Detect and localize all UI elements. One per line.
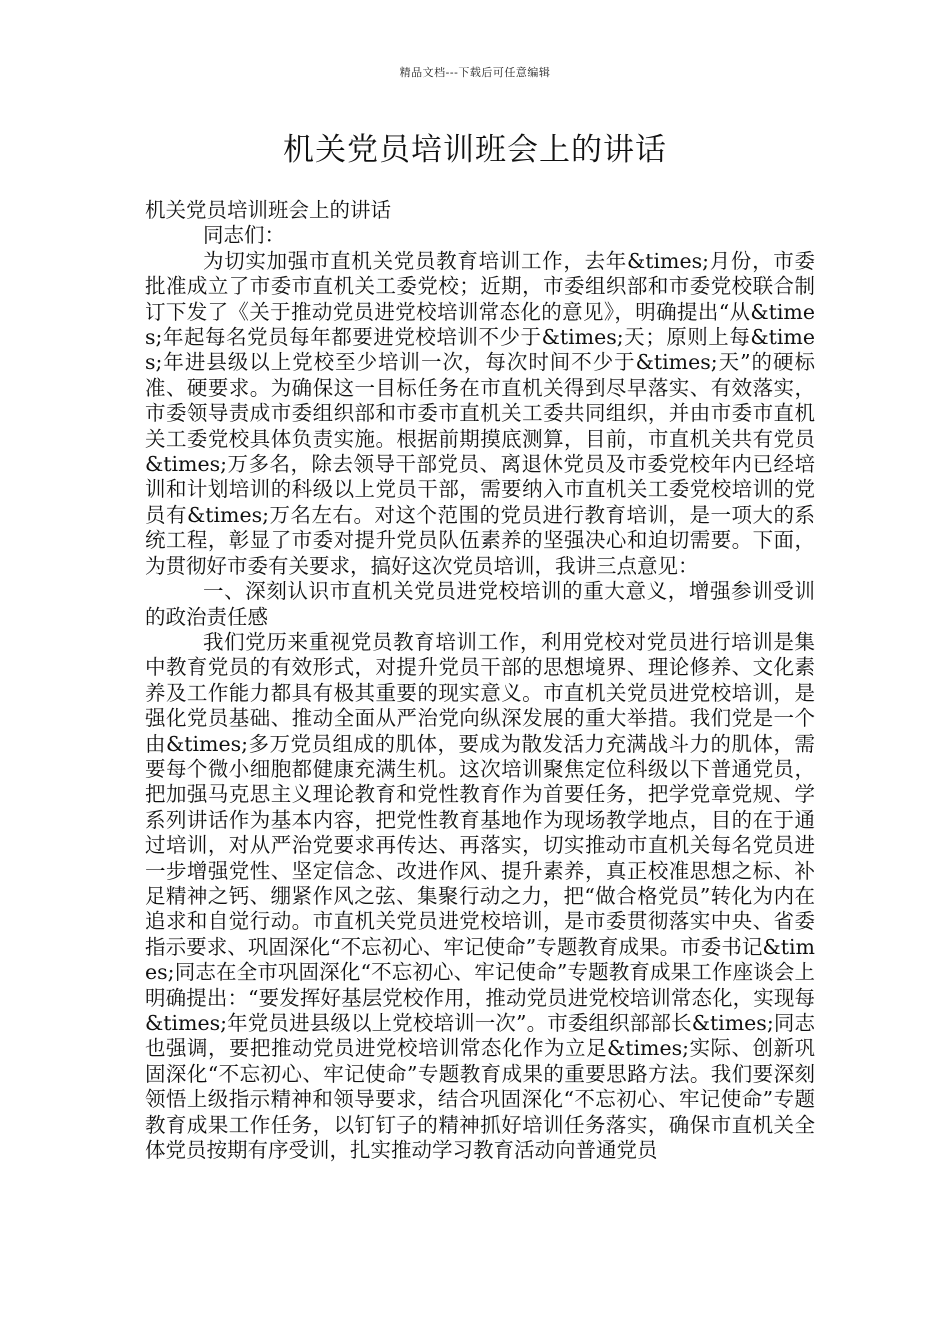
document-subtitle: 机关党员培训班会上的讲话	[145, 198, 391, 222]
document-body	[145, 198, 815, 1163]
paragraph-section-1: 我们党历来重视党员教育培训工作，利用党校对党员进行培训是集中教育党员的有效形式，对提升党员干部的思想境界、理论修养、文化素养及工作能力都具有极其重要的现实意义。市直机关党员进党校培训，是强化党员基础、推动全面从严治党向纵深发展的重大举措。我们党是一个由&times;多万党员组成的肌体，要成为散发活力充满战斗力的肌体，需要每个微小细胞都健康充满生机。这次培训聚焦定位科级以下普通党员，把加强马克思主义理论教育和党性教育作为首要任务，把学党章党规、学系列讲话作为基本内容，把党性教育基地作为现场教学地点，目的在于通过培训，对从严治党要求再传达、再落实，切实推动市直机关每名党员进一步增强党性、坚定信念、改进作风、提升素养，真正校准思想之标、补足精神之钙、绷紧作风之弦、集聚行动之力，把“做合格党员”转化为内在追求和自觉行动。市直机关党员进党校培训，是市委贯彻落实中央、省委指示要求、巩固深化“不忘初心、牢记使命”专题教育成果。市委书记&times;同志在全市巩固深化“不忘初心、牢记使命”专题教育成果工作座谈会上明确提出：“要发挥好基层党校作用，推动党员进党校培训常态化，实现每&times;年党员进县级以上党校培训一次”。市委组织部部长&times;同志也强调，要把推动党员进党校培训常态化作为立足&times;实际、创新巩固深化“不忘初心、牢记使命”专题教育成果的重要思路方法。我们要深刻领悟上级指示精神和领导要求，结合巩固深化“不忘初心、牢记使命”专题教育成果工作任务，以钉钉子的精神抓好培训任务落实，确保市直机关全体党员按期有序受训，扎实推动学习教育活动向普通党员	[145, 629, 815, 1163]
paragraph-intro: 为切实加强市直机关党员教育培训工作，去年&times;月份，市委批准成立了市委市直机关工委党校；近期，市委组织部和市委党校联合制订下发了《关于推动党员进党校培训常态化的意见》，明确提出“从&times;年起每名党员每年都要进党校培训不少于&times;天；原则上每&times;年进县级以上党校至少培训一次，每次时间不少于&times;天”的硬标准、硬要求。为确保这一目标任务在市直机关得到尽早落实、有效落实，市委领导责成市委组织部和市委市直机关工委共同组织，并由市委市直机关工委党校具体负责实施。根据前期摸底测算，目前，市直机关共有党员&times;万多名，除去领导干部党员、离退休党员及市委党校年内已经培训和计划培训的科级以上党员干部，需要纳入市直机关工委党校培训的党员有&times;万名左右。对这个范围的党员进行教育培训，是一项大的系统工程，彰显了市委对提升党员队伍素养的坚强决心和迫切需要。下面，为贯彻好市委有关要求，搞好这次党员培训，我讲三点意见：	[145, 248, 815, 578]
header-note: 精品文档---下载后可任意编辑	[399, 66, 551, 79]
salutation: 同志们：	[203, 223, 285, 248]
document-title: 机关党员培训班会上的讲话	[283, 132, 667, 168]
section-heading-1: 一、深刻认识市直机关党员进党校培训的重大意义，增强参训受训的政治责任感	[145, 579, 815, 629]
